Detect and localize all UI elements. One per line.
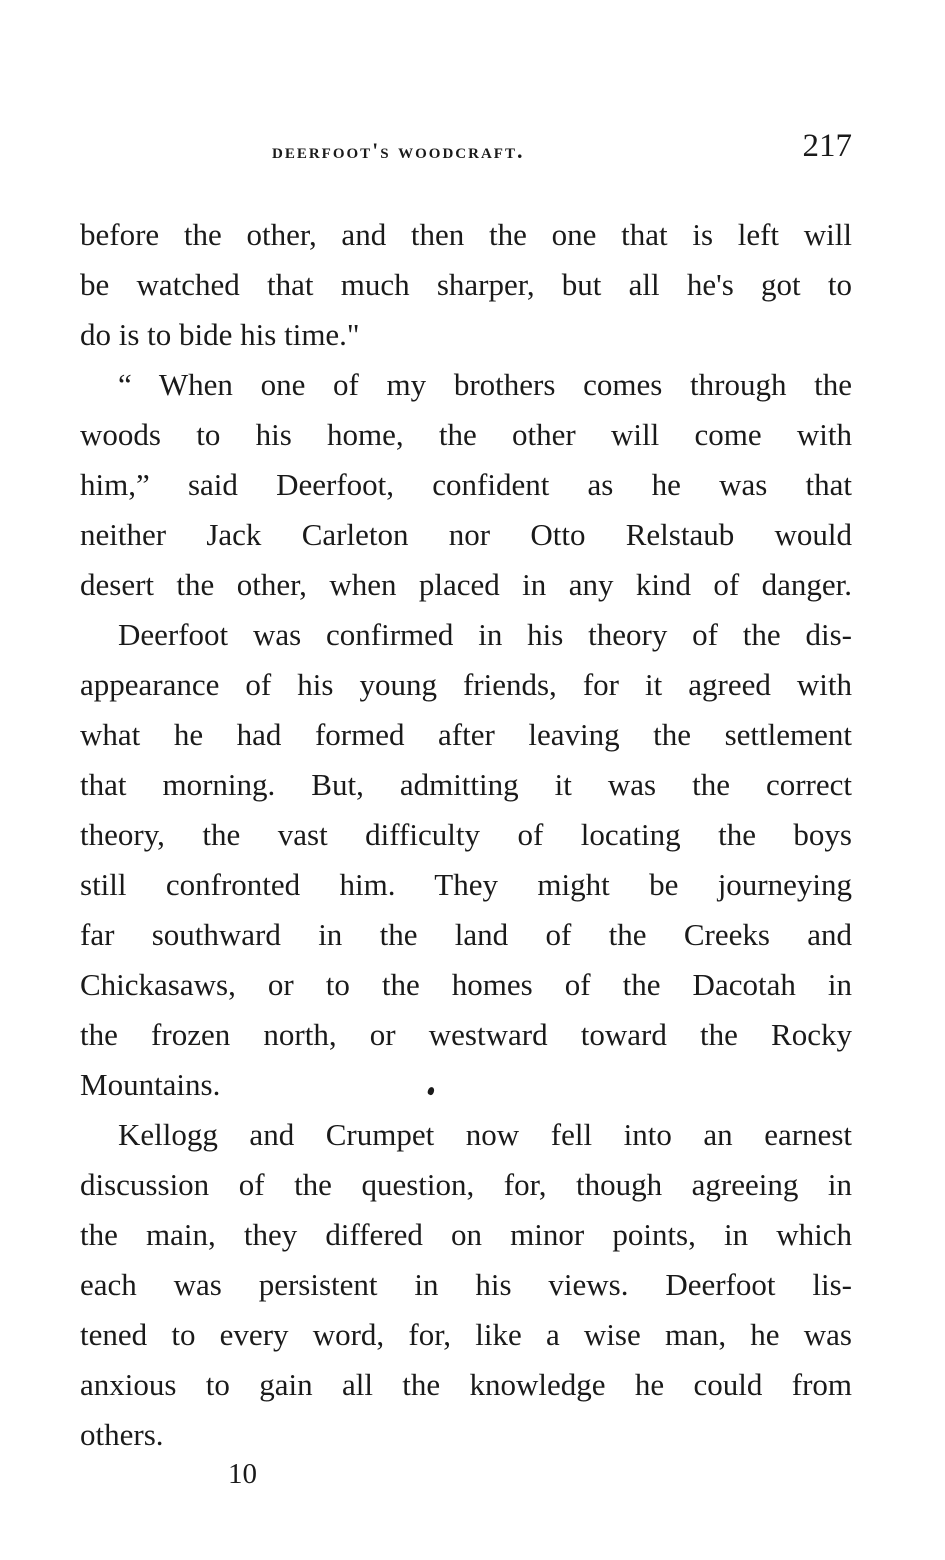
text-line: what he had formed after leaving the settlement bbox=[80, 717, 852, 752]
signature-mark: 10 bbox=[228, 1458, 257, 1490]
text-line: still confronted him. They might be journeying bbox=[80, 867, 852, 902]
page-number: 217 bbox=[802, 128, 852, 164]
body-text bbox=[80, 210, 852, 1460]
text-line: Mountains. bbox=[80, 1067, 221, 1102]
text-line: tened to every word, for, like a wise man, he was bbox=[80, 1317, 852, 1352]
text-line: the frozen north, or westward toward the Rocky bbox=[80, 1017, 852, 1052]
text-line: woods to his home, the other will come with bbox=[80, 417, 852, 452]
text-line: others. bbox=[80, 1417, 164, 1452]
text-line: Chickasaws, or to the homes of the Dacotah in bbox=[80, 967, 852, 1002]
text-line: do is to bide his time." bbox=[80, 317, 360, 352]
running-head bbox=[80, 128, 852, 168]
text-line: appearance of his young friends, for it agreed with bbox=[80, 667, 852, 702]
text-line: far southward in the land of the Creeks and bbox=[80, 917, 852, 952]
text-line: the main, they differed on minor points, in which bbox=[80, 1217, 852, 1252]
text-line: neither Jack Carleton nor Otto Relstaub would bbox=[80, 517, 852, 552]
text-line: that morning. But, admitting it was the correct bbox=[80, 767, 852, 802]
text-line: “ When one of my brothers comes through the bbox=[118, 367, 852, 402]
text-line: before the other, and then the one that is left will bbox=[80, 217, 852, 252]
text-line: each was persistent in his views. Deerfoot lis- bbox=[80, 1267, 852, 1302]
text-line: Deerfoot was confirmed in his theory of the dis- bbox=[118, 617, 852, 652]
text-line: theory, the vast difficulty of locating the boys bbox=[80, 817, 852, 852]
text-line: discussion of the question, for, though agreeing in bbox=[80, 1167, 852, 1202]
text-line: Kellogg and Crumpet now fell into an earnest bbox=[118, 1117, 852, 1152]
running-title: deerfoot's woodcraft. bbox=[272, 138, 525, 163]
text-line: anxious to gain all the knowledge he could from bbox=[80, 1367, 852, 1402]
text-line: desert the other, when placed in any kind of danger. bbox=[80, 567, 852, 602]
text-line: be watched that much sharper, but all he's got to bbox=[80, 267, 852, 302]
text-line: him,” said Deerfoot, confident as he was that bbox=[80, 467, 852, 502]
